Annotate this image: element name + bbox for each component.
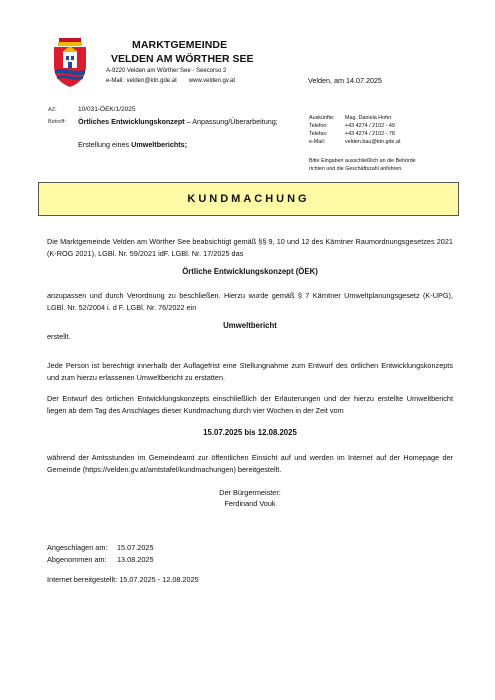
signature-name: Ferdinand Vouk	[224, 499, 276, 508]
removed-label: Abgenommen am:	[47, 555, 107, 564]
paragraph-legal-basis: anzupassen und durch Verordnung zu beschließen. Hierzu wurde gemäß § 7 Kärntner Umweltplanungsgesetz (K-UPG), LGBl. Nr. 52/2004 i. d F. LGBl. Nr. 76/2022 ein	[47, 291, 453, 312]
title-banner	[38, 182, 459, 216]
info-email-value[interactable]: velden.bau@ktn.gde.at	[345, 138, 401, 145]
removed-value: 13.08.2025	[117, 555, 154, 564]
heading-oek: Örtliche Entwicklungskonzept (ÖEK)	[182, 267, 318, 276]
org-address: A-9220 Velden am Wörther See - Seecorso 2	[106, 68, 227, 74]
document-title: KUNDMACHUNG	[187, 193, 310, 205]
paragraph-availability: während der Amtsstunden im Gemeindeamt zur öffentlichen Einsicht auf und werden im Internet auf der Homepage der Gemeinde (https://velden.gv.at/amtstafel/kundmachungen) bereitgestellt.	[47, 453, 453, 474]
az-label: AZ:	[48, 107, 57, 113]
internet-availability: Internet bereitgestellt: 15.07.2025 - 12.08.2025	[47, 575, 199, 584]
info-row	[309, 123, 401, 131]
display-period: 15.07.2025 bis 12.08.2025	[203, 428, 297, 437]
subject-label: Betreff:	[48, 119, 66, 125]
paragraph-created: erstellt.	[47, 332, 71, 341]
subject-rest: – Anpassung/Überarbeitung;	[184, 117, 278, 126]
info-key: Telefon:	[309, 122, 328, 129]
posted-row	[47, 542, 154, 553]
contact-info	[309, 115, 401, 147]
org-name-line2: VELDEN AM WÖRTHER SEE	[111, 53, 254, 65]
info-key: Telefax:	[309, 130, 328, 137]
submission-note	[309, 158, 479, 174]
org-contact	[106, 78, 235, 84]
subject-line2	[78, 140, 187, 149]
heading-umweltbericht: Umweltbericht	[223, 321, 277, 330]
org-name-line1: MARKTGEMEINDE	[132, 39, 228, 51]
posted-value: 15.07.2025	[117, 543, 154, 552]
paragraph-right-to-comment: Jede Person ist berechtigt innerhalb der Auflagefrist eine Stellungnahme zum Entwurf des örtlichen Entwicklungskonzepts und zum hierzu erlassenen Umweltbericht zu erstatten.	[47, 361, 453, 382]
info-row	[309, 115, 401, 123]
document-date: Velden, am 14.07.2025	[308, 76, 382, 85]
org-email[interactable]: e-Mail: velden@ktn.gde.at	[106, 78, 177, 84]
paragraph-display: Der Entwurf des örtlichen Entwicklungskonzepts einschließlich der Erläuterungen und der hierzu erstellte Umweltbericht liegen ab dem Tag des Anschlages dieser Kundmachung durch vier Wochen in der Zeit vom	[47, 394, 453, 415]
info-key: Auskünfte:	[309, 115, 335, 121]
subject-line1	[78, 117, 278, 126]
note-line1: Bitte Eingaben ausschließlich an die Behörde	[309, 158, 416, 164]
info-value: Mag. Daniela Hofer	[345, 115, 392, 121]
removed-row	[47, 554, 154, 565]
subject2-prefix: Erstellung eines	[78, 140, 132, 149]
info-row	[309, 139, 401, 147]
org-website[interactable]: www.velden.gv.at	[188, 78, 236, 84]
paragraph-intro: Die Marktgemeinde Velden am Wörther See beabsichtigt gemäß §§ 9, 10 und 12 des Kärntner Raumordnungsgesetzes 2021 (K-ROG 2021), LGBl. Nr. 59/2021 idF. LGBl. Nr. 17/2025 das	[47, 237, 453, 258]
info-key: e-Mail:	[309, 138, 326, 145]
subject2-bold: Umweltberichts;	[131, 140, 188, 149]
subject-bold: Örtliches Entwicklungskonzept	[78, 117, 185, 126]
info-row	[309, 131, 401, 139]
signature-title: Der Bürgermeister:	[219, 488, 281, 497]
az-value: 10/031-ÖEK/1/2025	[78, 106, 136, 113]
info-value: +43 4274 / 2102 - 49	[345, 122, 395, 129]
municipal-coat-of-arms-icon	[52, 38, 88, 88]
note-line2: richten und die Geschäftszahl anführen.	[309, 165, 403, 172]
posted-label: Angeschlagen am:	[47, 543, 108, 552]
info-value: +43 4274 / 2102 - 78	[345, 130, 395, 137]
